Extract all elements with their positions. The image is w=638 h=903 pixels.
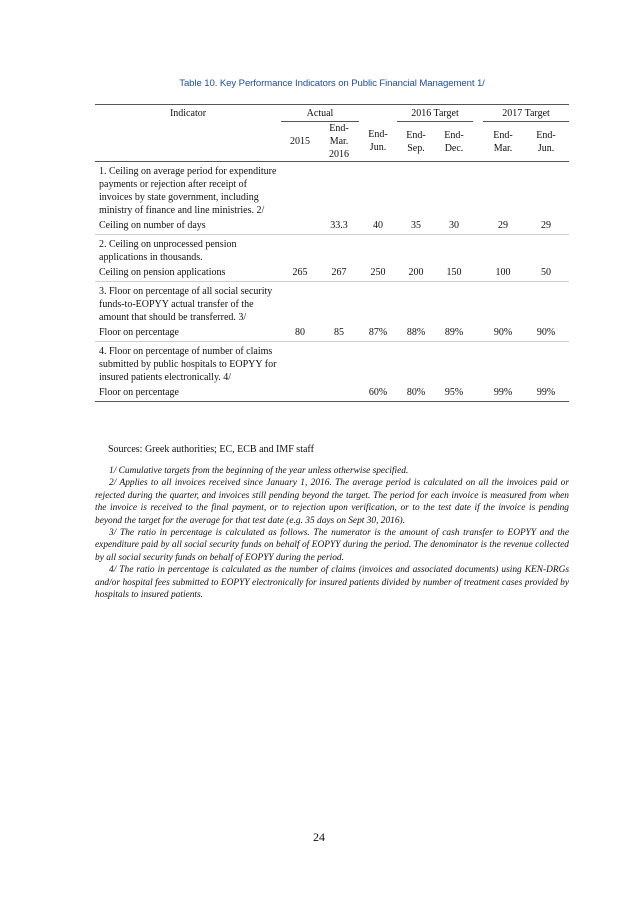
footnotes <box>95 465 569 601</box>
value-cell: 29 <box>541 220 552 231</box>
value-cell: 99% <box>483 384 523 402</box>
indicator-measure-row <box>95 217 569 235</box>
value-cell <box>281 217 319 235</box>
col-header-end-dec-2016: End- Dec. <box>435 122 473 162</box>
col-header-end-sep-2016: End- Sep. <box>397 122 435 162</box>
value-cell: 90% <box>493 327 513 338</box>
indicator-measure-label: Floor on percentage <box>95 384 281 402</box>
col-header-end-mar-2016: End- Mar. 2016 <box>319 122 359 162</box>
header-row-groups <box>95 105 569 122</box>
value-cell: 80% <box>397 384 435 402</box>
target-2017-group-header: 2017 Target <box>483 105 569 122</box>
indicator-header: Indicator <box>95 105 281 122</box>
indicator-description: 1. Ceiling on average period for expenditure payments or rejection after receipt of invoices by state government, including ministry of finance and line ministries. 2/ <box>95 162 281 218</box>
value-cell: 50 <box>541 267 552 278</box>
indicator-description: 2. Ceiling on unprocessed pension applications in thousands. <box>95 235 281 265</box>
indicator-measure-row <box>95 384 569 402</box>
footnote: 4/ The ratio in percentage is calculated as the number of claims (invoices and associated documents) using KEN-DRGs and/or hospital fees submitted to EOPYY electronically for insured patients divided by number of treatment cases provided by hospitals to insured patients. <box>95 565 569 601</box>
value-cell: 30 <box>449 220 459 231</box>
sources-note: Sources: Greek authorities; EC, ECB and IMF staff <box>108 444 314 455</box>
indicator-description: 4. Floor on percentage of number of claims submitted by public hospitals to EOPYY for insured patients electronically. 4/ <box>95 342 281 385</box>
col-header-end-jun-2016: End- Jun. <box>359 122 397 162</box>
value-cell: 150 <box>446 267 462 278</box>
value-cell: 60% <box>359 384 397 402</box>
page-number: 24 <box>313 830 325 844</box>
indicator-measure-row <box>95 264 569 282</box>
value-cell: 200 <box>408 267 424 278</box>
target-2016-group-header: 2016 Target <box>397 105 473 122</box>
value-cell: 265 <box>292 267 308 278</box>
value-cell: 88% <box>406 327 426 338</box>
footnote: 3/ The ratio in percentage is calculated as follows. The numerator is the amount of cash transfer to EOPYY and the expenditure paid by all social security funds on behalf of EOPYY during the period. The denominator is the revenue collected by all social security funds on behalf of EOPYY during the period. <box>95 528 569 563</box>
col-header-2015: 2015 <box>281 122 319 162</box>
actual-group-header: Actual <box>281 105 359 122</box>
col-header-end-jun-2017: End- Jun. <box>523 122 569 162</box>
value-cell: 250 <box>370 267 386 278</box>
value-cell: 40 <box>373 220 383 231</box>
value-cell: 100 <box>495 267 511 278</box>
value-cell: 33.3 <box>330 220 348 231</box>
indicator-description-row <box>95 162 569 218</box>
indicator-measure-label: Ceiling on number of days <box>99 220 206 231</box>
header-row-periods <box>95 122 569 162</box>
value-cell: 267 <box>331 267 347 278</box>
value-cell <box>281 384 319 402</box>
col-header-end-mar-2017: End- Mar. <box>483 122 523 162</box>
table-caption: Table 10. Key Performance Indicators on Public Financial Management 1/ <box>179 78 485 89</box>
value-cell: 35 <box>411 220 421 231</box>
value-cell: 29 <box>498 220 509 231</box>
indicator-description-row <box>95 235 569 265</box>
indicator-description: 3. Floor on percentage of all social security funds-to-EOPYY actual transfer of the amount that should be transferred. 3/ <box>95 282 281 325</box>
value-cell: 99% <box>523 384 569 402</box>
value-cell: 89% <box>444 327 464 338</box>
indicator-measure-row <box>95 324 569 342</box>
indicator-measure-label: Ceiling on pension applications <box>99 267 226 278</box>
footnote: 2/ Applies to all invoices received since January 1, 2016. The average period is calculated on all the invoices paid or rejected during the quarter, and invoices still pending beyond the target. The period for each invoice is measured from when the invoice is received to the final payment, or to rejection upon verification, or to the test date if the invoice is pending beyond the target for the average for that test date (e.g. 35 days on Sept 30, 2016). <box>95 478 569 526</box>
indicator-description-row <box>95 342 569 385</box>
value-cell: 80 <box>295 327 305 338</box>
footnote: 1/ Cumulative targets from the beginning of the year unless otherwise specified. <box>109 466 409 476</box>
kpi-table <box>95 104 569 402</box>
value-cell: 90% <box>536 327 556 338</box>
indicator-measure-label: Floor on percentage <box>99 327 179 338</box>
value-cell: 95% <box>435 384 473 402</box>
value-cell: 85 <box>334 327 344 338</box>
indicator-description-row <box>95 282 569 325</box>
value-cell: 87% <box>368 327 388 338</box>
value-cell <box>319 384 359 402</box>
